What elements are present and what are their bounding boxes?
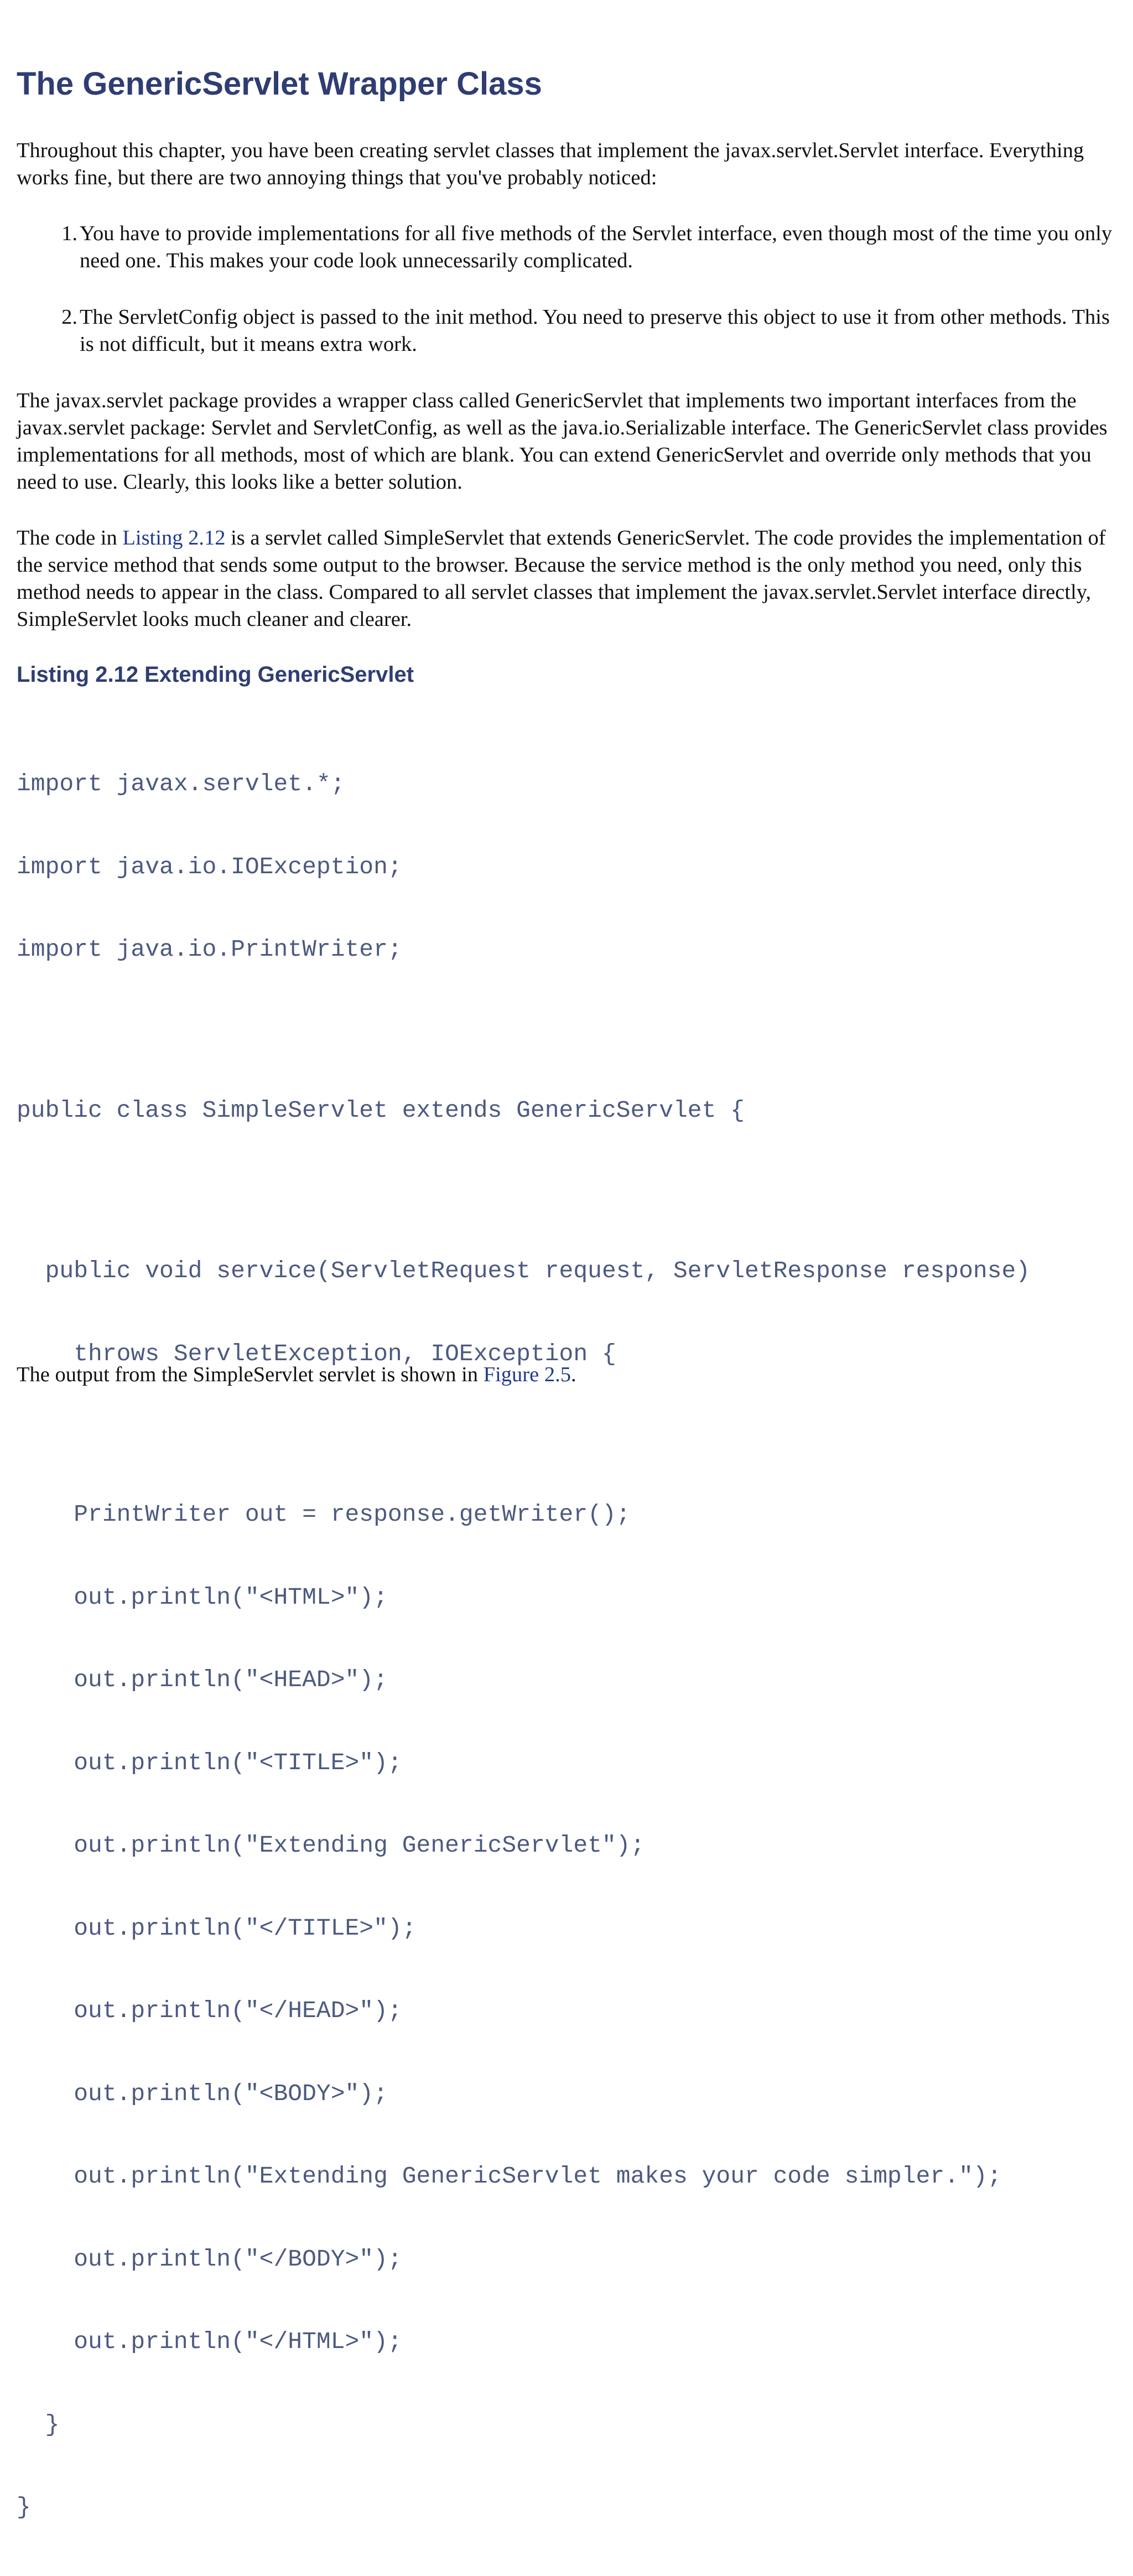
listing-2-12-link[interactable]: Listing 2.12 bbox=[122, 526, 226, 550]
code-line: import java.io.IOException; bbox=[17, 853, 402, 880]
code-line: out.println("</HEAD>"); bbox=[17, 1997, 402, 2024]
code-line: out.println("</HTML>"); bbox=[17, 2328, 402, 2355]
code-blank-line bbox=[17, 1018, 1030, 1042]
list-item-text: You have to provide implementations for all five methods of the Servlet interface, even though most of the time you only need one. This makes your code look unnecessarily complicated. bbox=[80, 222, 1113, 272]
code-line: } bbox=[17, 2494, 31, 2521]
list-item-text: The ServletConfig object is passed to the init method. You need to preserve this object to use it from other methods. This is not difficult, but it means extra work. bbox=[80, 305, 1110, 356]
code-listing bbox=[17, 716, 1030, 2576]
code-line: throws ServletException, IOException { bbox=[17, 1340, 616, 1367]
code-blank-line bbox=[17, 1179, 1030, 1203]
code-line: out.println("Extending GenericServlet"); bbox=[17, 1832, 645, 1859]
list-item-number: 1. bbox=[61, 222, 77, 245]
intro-paragraph: Throughout this chapter, you have been creating servlet classes that implement the javax.servlet.Servlet interface. Everything works fine, but there are two annoying things that you've probably noticed: bbox=[17, 139, 1084, 189]
code-line: import javax.servlet.*; bbox=[17, 770, 345, 797]
code-line: out.println("</TITLE>"); bbox=[17, 1914, 417, 1942]
code-line: out.println("<HEAD>"); bbox=[17, 1666, 388, 1693]
code-line: out.println("Extending GenericServlet makes your code simpler."); bbox=[17, 2163, 1002, 2190]
list-item-number: 2. bbox=[61, 305, 77, 329]
code-line: } bbox=[17, 2411, 60, 2438]
code-line: import java.io.PrintWriter; bbox=[17, 936, 402, 963]
wrapper-paragraph: The javax.servlet package provides a wrapper class called GenericServlet that implements two important interfaces from the javax.servlet package: Servlet and ServletConfig, as well as the java.io.Serializable interface. The GenericServlet class provides implementations for all methods, most of which are blank. You can extend GenericServlet and override only methods that you need to use. Clearly, this looks like a better solution. bbox=[17, 389, 1108, 494]
code-line: out.println("<HTML>"); bbox=[17, 1583, 388, 1611]
figure-2-5-link[interactable]: Figure 2.5 bbox=[483, 1363, 571, 1386]
section-title: The GenericServlet Wrapper Class bbox=[17, 66, 542, 102]
code-line: out.println("<BODY>"); bbox=[17, 2080, 388, 2107]
listing-title: Listing 2.12 Extending GenericServlet bbox=[17, 662, 414, 687]
code-line: PrintWriter out = response.getWriter(); bbox=[17, 1501, 631, 1528]
code-line: out.println("<TITLE>"); bbox=[17, 1749, 402, 1776]
code-blank-line bbox=[17, 1422, 1030, 1446]
code-intro-text-after: is a servlet called SimpleServlet that extends GenericServlet. The code provides the implementation of the service method that sends some output to the browser. Because the service method is the only method you need, only this method needs to appear in the class. Compared to all servlet classes that implement the javax.servlet.Servlet interface directly, SimpleServlet looks much cleaner and clearer. bbox=[17, 526, 1106, 631]
code-intro-paragraph bbox=[17, 525, 1118, 633]
output-paragraph bbox=[17, 1361, 1118, 1388]
code-line: out.println("</BODY>"); bbox=[17, 2245, 402, 2273]
code-intro-text-before: The code in bbox=[17, 526, 123, 550]
code-line: public void service(ServletRequest request, ServletResponse response) bbox=[17, 1257, 1031, 1284]
output-text-after: . bbox=[570, 1363, 576, 1386]
output-text-before: The output from the SimpleServlet servlet is shown in bbox=[17, 1363, 484, 1386]
code-line: public class SimpleServlet extends GenericServlet { bbox=[17, 1096, 745, 1124]
